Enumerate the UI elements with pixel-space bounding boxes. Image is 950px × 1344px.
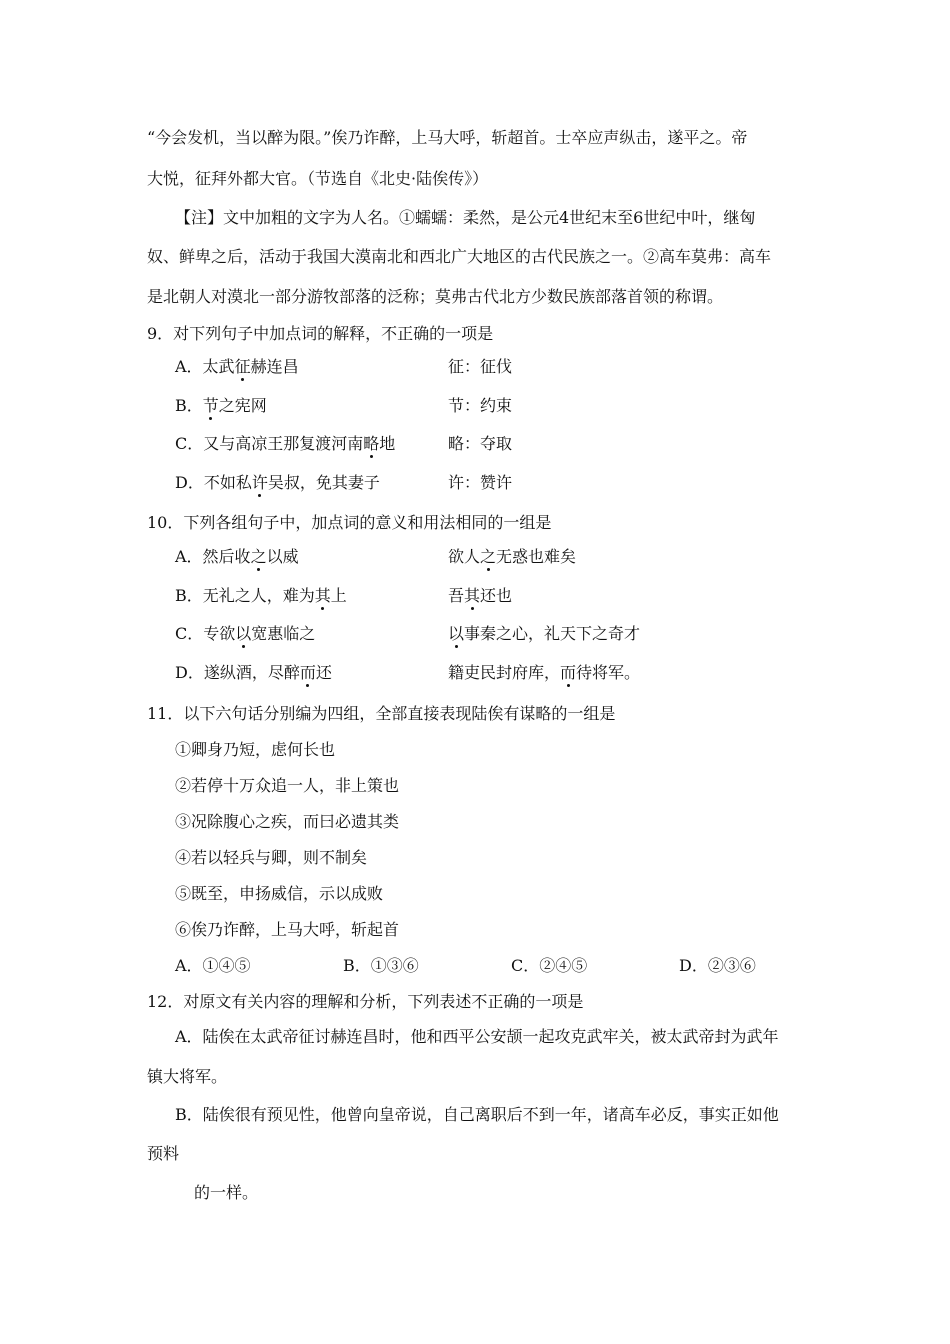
emphasis-dot-word: 略 <box>363 434 380 453</box>
emphasis-dot-word: 以 <box>235 624 252 643</box>
q10-option-a-compare: 欲人之无惑也难矣 <box>448 547 577 566</box>
q11-item: ②若停十万众追一人，非上策也 <box>175 776 400 795</box>
q9-option-a: A．太武征赫连昌 <box>175 357 299 376</box>
q10-option-b-compare: 吾其还也 <box>448 586 513 605</box>
q11-item: ⑥俟乃诈醉，上马大呼，斩起首 <box>175 920 400 939</box>
passage-line: 大悦，征拜外都大官。（节选自《北史·陆俟传》） <box>147 169 489 188</box>
q10-option-d-compare: 籍吏民封府库，而待将军。 <box>448 663 641 682</box>
emphasis-dot-word: 以 <box>448 624 465 643</box>
q10-option-a: A．然后收之以威 <box>175 547 299 566</box>
q12-option-b-cont: 预料 <box>147 1144 180 1163</box>
q9-option-d-gloss: 许：赞许 <box>448 473 513 492</box>
emphasis-dot-word: 其 <box>314 586 331 605</box>
q11-choice-c: C．②④⑤ <box>511 956 588 975</box>
q11-item: ④若以轻兵与卿，则不制矣 <box>175 848 368 867</box>
emphasis-dot-word: 其 <box>464 586 481 605</box>
question-12-stem: 12．对原文有关内容的理解和分析，下列表述不正确的一项是 <box>147 992 584 1011</box>
emphasis-dot-word: 而 <box>560 663 577 682</box>
q9-option-a-gloss: 征：征伐 <box>448 357 513 376</box>
question-11-stem: 11．以下六句话分别编为四组，全部直接表现陆俟有谋略的一组是 <box>147 704 616 723</box>
q10-option-b: B．无礼之人，难为其上 <box>175 586 347 605</box>
emphasis-dot-word: 而 <box>299 663 316 682</box>
q10-option-c: C．专欲以宽惠临之 <box>175 624 316 643</box>
question-10-stem: 10．下列各组句子中，加点词的意义和用法相同的一组是 <box>147 513 552 532</box>
emphasis-dot-word: 征 <box>234 357 251 376</box>
annotation-note: 是北朝人对漠北一部分游牧部落的泛称；莫弗古代北方少数民族部落首领的称谓。 <box>147 287 724 306</box>
q9-option-d: D．不如私许吴叔，免其妻子 <box>175 473 380 492</box>
q10-option-c-compare: 以事秦之心，礼天下之奇才 <box>448 624 641 643</box>
q12-option-a: A．陆俟在太武帝征讨赫连昌时，他和西平公安颉一起攻克武牢关，被太武帝封为武年 <box>175 1027 779 1046</box>
q9-option-b-gloss: 节：约束 <box>448 396 513 415</box>
q11-item: ⑤既至，申扬威信，示以成败 <box>175 884 384 903</box>
question-9-stem: 9．对下列句子中加点词的解释，不正确的一项是 <box>147 324 494 343</box>
q11-choice-b: B．①③⑥ <box>343 956 419 975</box>
q12-option-b: B．陆俟很有预见性，他曾向皇帝说，自己离职后不到一年，诸高车必反，事实正如他 <box>175 1105 779 1124</box>
q11-item: ③况除腹心之疾，而曰必遗其类 <box>175 812 400 831</box>
q11-choice-a: A．①④⑤ <box>175 956 251 975</box>
q12-option-a-cont: 镇大将军。 <box>147 1067 228 1086</box>
emphasis-dot-word: 之 <box>250 547 267 566</box>
annotation-note: 【注】文中加粗的文字为人名。①蠕蠕：柔然，是公元4世纪末至6世纪中叶，继匈 <box>175 208 756 227</box>
annotation-note: 奴、鲜卑之后，活动于我国大漠南北和西北广大地区的古代民族之一。②高车莫弗：高车 <box>147 247 772 266</box>
emphasis-dot-word: 之 <box>480 547 497 566</box>
q9-option-b: B．节之宪网 <box>175 396 267 415</box>
q11-item: ①卿身乃短，虑何长也 <box>175 740 336 759</box>
q11-choice-d: D．②③⑥ <box>679 956 756 975</box>
q9-option-c: C．又与高凉王那复渡河南略地 <box>175 434 396 453</box>
q9-option-c-gloss: 略：夺取 <box>448 434 513 453</box>
q10-option-d: D．遂纵酒，尽醉而还 <box>175 663 332 682</box>
passage-line: “今会发机，当以醉为限。”俟乃诈醉，上马大呼，斩超首。士卒应声纵击，遂平之。帝 <box>147 128 748 147</box>
emphasis-dot-word: 节 <box>202 396 219 415</box>
q12-option-b-cont: 的一样。 <box>194 1183 259 1202</box>
emphasis-dot-word: 许 <box>251 473 268 492</box>
